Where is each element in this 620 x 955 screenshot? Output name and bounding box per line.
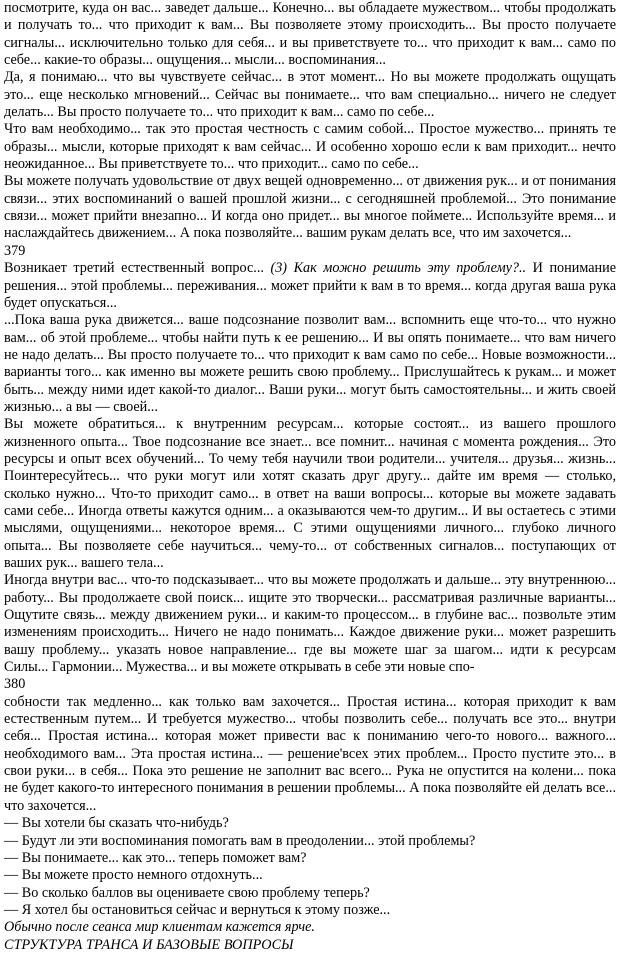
- paragraph-text: И понимание решения... этой проблемы... переживания... может прийти к вам в то время... когда другая ваша рука будет опускаться...: [4, 260, 616, 311]
- dialog-line: — Будут ли эти воспоминания помогать вам в преодолении... этой проблемы?: [4, 832, 476, 849]
- question-emphasis: (3) Как можно решить эту проблему?..: [270, 260, 527, 277]
- italic-note: Обычно после сеанса мир клиентам кажется ярче.: [4, 919, 315, 936]
- dialog-line: — Я хотел бы остановиться сейчас и вернуться к этому позже...: [4, 901, 391, 918]
- paragraph: Да, я понимаю... что вы чувствуете сейчас... в этот момент... Но вы можете продолжать ощущать это... еще несколько мгновений... Сейчас вы понимаете... что вам специально... ничего не следует делать... Вы просто получаете то... что приходит к вам... само по себе...: [4, 69, 616, 121]
- dialog-line: — Вы понимаете... как это... теперь поможет вам?: [4, 849, 307, 866]
- paragraph: Иногда внутри вас... что-то подсказывает... что вы можете продолжать и дальше... эту внутреннюю... работу... Вы продолжаете свой поиск... ищите это творчески... рассматривая различные варианты... Ощутите связь... между движением руки... и каким-то процессом... в глубине вас... позвольте этим изменениям происходить... Ничего не надо понимать... Каждое движение руки... может разрешить вашу проблему... указать новое направление... где вы можете шаг за шагом... идти к ресурсам Силы... Гармонии... Мужества... и вы можете открывать в себе эти новые спо-: [4, 572, 616, 676]
- document-page: [4, 0, 616, 954]
- paragraph: Что вам необходимо... так это простая честность с самим собой... Простое мужество... принять те образы... мысли, которые приходят к вам сейчас... И особенно хорошо если к вам приходит... нечто неожиданное... Вы приветствуете то... что приходит... само по себе...: [4, 121, 616, 173]
- paragraph: [4, 260, 616, 312]
- paragraph: Вы можете обратиться... к внутренним ресурсам... которые состоят... из вашего прошлого жизненного опыта... Твое подсознание все знает... все помнит... начиная с момента рождения... Это ресурсы и опыт всех обучений... То чему тебя научили твои родители... учителя... друзья... жизнь... Поинтересуйтесь... что руки могут или хотят сказать друг другу... дайте им время — столько, сколько нужно... Что-то приходит само... в ответ на ваши вопросы... которые вы можете задавать сами себе... Иногда ответы кажутся одним... а оказываются чем-то другим... И вы остаетесь с этими мыслями, ощущениями... некоторое время... С этими ощущениями личного... глубоко личного опыта... Вы позволяете себе научиться... чему-то... от собственных сигналов... поступающих от ваших рук... вашего тела...: [4, 416, 616, 571]
- paragraph: ...Пока ваша рука движется... ваше подсознание позволит вам... вспомнить еще что-то... что нужно вам... об этой проблеме... чтобы найти путь к ее решению... И вы опять понимаете... что вам ничего не надо делать... Вы просто получаете то... что приходит к вам само по себе... Новые возможности... варианты того... как именно вы можете решить свою проблему... Прислушайтесь к рукам... и может быть... между ними идет какой-то диалог... Ваши руки... могут быть самостоятельны... и жить своей жизнью... а вы — своей...: [4, 312, 616, 415]
- dialog-line: — Вы хотели бы сказать что-нибудь?: [4, 815, 229, 832]
- page-number: 380: [4, 676, 26, 693]
- section-heading: СТРУКТУРА ТРАНСА И БАЗОВЫЕ ВОПРОСЫ: [4, 936, 294, 953]
- paragraph: Вы можете получать удовольствие от двух вещей одновременно... от движения рук... и от понимания связи... этих воспоминаний о вашей прошлой жизни... с сегодняшней проблемой... Это понимание связи... может прийти внезапно... И когда оно придет... вы многое поймете... Используйте время... и наслаждайтесь движением... А пока позволяйте... вашим рукам делать все, что им захочется...: [4, 173, 616, 242]
- dialog-line: — Во сколько баллов вы оцениваете свою проблему теперь?: [4, 884, 370, 901]
- paragraph: посмотрите, куда он вас... заведет дальше... Конечно... вы обладаете мужеством... чтобы продолжать и получать то... что приходит к вам... Вы позволяете этому происходить... Вы просто получаете сигналы... исключительно только для себя... и вы приветствуете то... что приходит к вам... само по себе... какие-то образы... ощущения... мысли... воспоминания...: [4, 0, 616, 69]
- dialog-line: — Вы можете просто немного отдохнуть...: [4, 867, 263, 884]
- paragraph: собности так медленно... как только вам захочется... Простая истина... которая приходит к вам естественным путем... И требуется мужество... чтобы позволить себе... получать все это... внутри себя... Простая истина... которая может привести вас к пониманию чего-то нового... важного... необходимого вам... Эта простая истина... — решение'всех этих проблем... Просто пустите это... в свои руки... в себя... Пока это решение не заполнит вас всего... Рука не опустится на колени... пока не будет какого-то интересного понимания в решении проблемы... А пока позволяйте ей делать все... что захочется...: [4, 693, 616, 814]
- page-number: 379: [4, 242, 26, 259]
- paragraph-text: Возникает третий естественный вопрос...: [4, 260, 271, 277]
